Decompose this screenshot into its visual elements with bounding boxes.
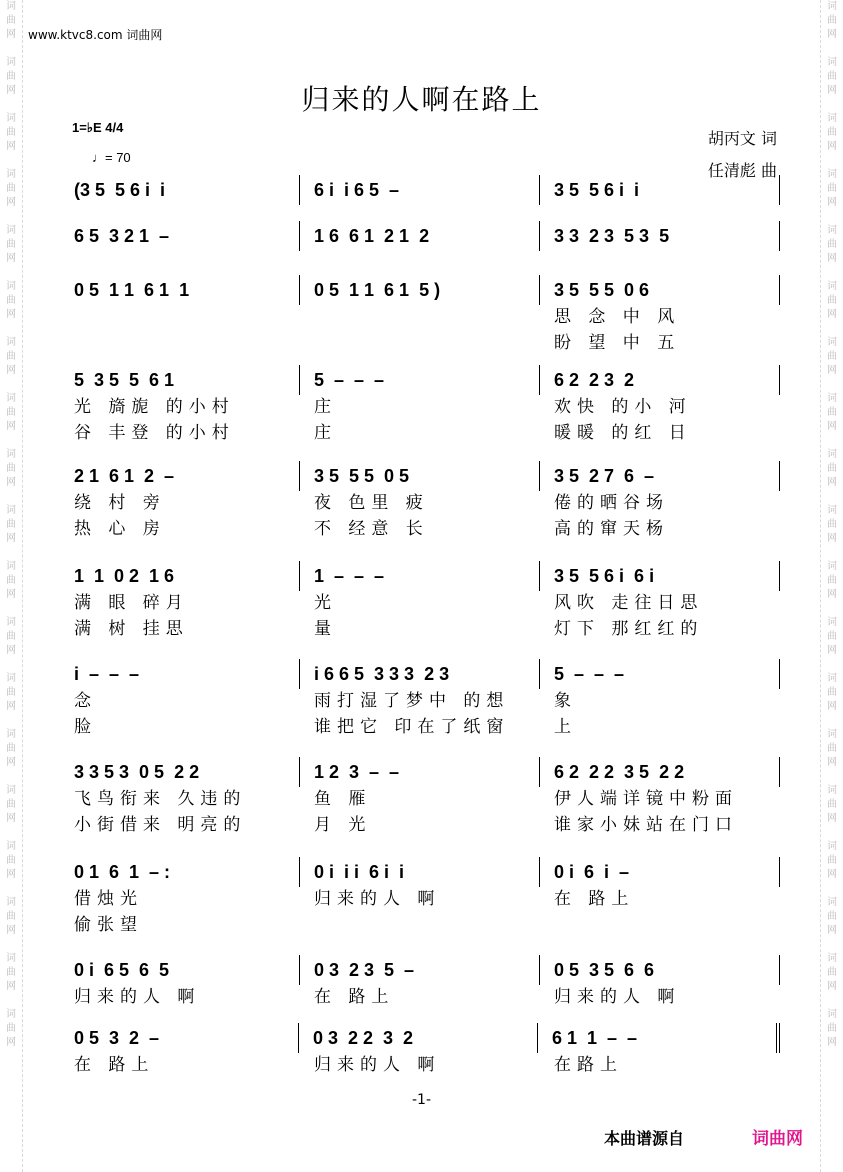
watermark-glyph-group: 词 曲 网 <box>827 449 837 488</box>
lyric-segment: 满 树 挂思 <box>74 619 189 639</box>
site-brand: 词曲网 <box>126 28 163 42</box>
lyric-segment: 在 路上 <box>554 889 635 909</box>
lyric-segment: 谷 丰登 的小村 <box>74 423 235 443</box>
footer-brand-link[interactable]: 词曲网 <box>752 1129 803 1149</box>
score-line <box>60 562 780 642</box>
measure: i 6 6 5 3 3 3 2 3 <box>299 659 539 689</box>
lyric-segment: 鱼 雁 <box>314 789 372 809</box>
song-title: 归来的人啊在路上 <box>301 83 542 116</box>
lyric-segment: 在 路上 <box>74 1055 155 1075</box>
measure: 0 i i i 6 i i <box>299 857 539 887</box>
watermark-glyph-group: 词 曲 网 <box>6 785 16 824</box>
watermark-glyph-group: 词 曲 网 <box>827 225 837 264</box>
notation-row <box>60 562 780 590</box>
right-watermark-strip <box>820 0 843 1172</box>
measure: 5 – – – <box>539 659 780 689</box>
lyric-segment: 小街借来 明亮的 <box>74 815 247 835</box>
watermark-glyph-group: 词 曲 网 <box>6 449 16 488</box>
measure: 0 5 3 5 6 6 <box>539 955 780 985</box>
lyric-segment: 谁家小妹站在门口 <box>554 815 738 835</box>
lyric-segment: 不 经意 长 <box>314 519 429 539</box>
measure: 3 5 5 5 0 6 <box>539 275 780 305</box>
notation-row <box>60 758 780 786</box>
key-signature: 1=♭E 4/4 <box>72 120 124 135</box>
lyric-segment: 光 <box>314 593 337 613</box>
measure: 3 3 5 3 0 5 2 2 <box>74 761 200 782</box>
lyric-segment: 谁把它 印在了纸窗 <box>314 717 510 737</box>
measure: 2 1 6 1 2 – <box>74 465 175 486</box>
tempo-marking: ♩= 70 <box>92 150 131 165</box>
watermark-glyph-group: 词 曲 网 <box>6 561 16 600</box>
watermark-glyph-group: 词 曲 网 <box>6 57 16 96</box>
score-line <box>60 1024 780 1078</box>
notation-row <box>60 858 780 886</box>
lyric-verse-2 <box>60 516 780 542</box>
measure: 1 6 6 1 2 1 2 <box>299 221 539 251</box>
left-watermark-strip <box>0 0 23 1172</box>
lyric-segment: 光 旖旎 的小村 <box>74 397 235 417</box>
notation-row <box>60 222 780 250</box>
lyric-verse-2 <box>60 420 780 446</box>
lyric-verse-1 <box>60 304 780 330</box>
lyric-verse-1 <box>60 490 780 516</box>
lyric-segment: 伊人端详镜中粉面 <box>554 789 738 809</box>
lyric-verse-2 <box>60 616 780 642</box>
measure: 5 – – – <box>299 365 539 395</box>
watermark-glyph-group: 词 曲 网 <box>827 113 837 152</box>
lyric-segment: 飞鸟衔来 久违的 <box>74 789 247 809</box>
notation-row <box>60 956 780 984</box>
notation-row <box>60 276 780 304</box>
watermark-glyph-group: 词 曲 网 <box>6 113 16 152</box>
lyric-segment: 夜 色里 疲 <box>314 493 429 513</box>
lyric-segment <box>540 912 780 938</box>
lyric-segment: 庄 <box>314 397 337 417</box>
watermark-glyph-group: 词 曲 网 <box>6 169 16 208</box>
lyric-verse-1 <box>60 886 780 912</box>
measure: 1 2 3 – – <box>299 757 539 787</box>
watermark-glyph-group: 词 曲 网 <box>827 1 837 40</box>
watermark-glyph-group: 词 曲 网 <box>827 841 837 880</box>
composer-credit: 任清彪 曲 <box>707 161 777 180</box>
lyric-segment: 归来的人 啊 <box>314 889 441 909</box>
lyric-verse-2 <box>60 330 780 356</box>
measure: 0 3 2 2 3 2 <box>298 1023 537 1053</box>
lyric-segment: 欢快 的小 河 <box>554 397 692 417</box>
site-url: www.ktvc8.com <box>28 28 123 42</box>
watermark-glyph-group: 词 曲 网 <box>827 393 837 432</box>
watermark-glyph-group: 词 曲 网 <box>6 337 16 376</box>
measure: 0 1 6 1 – : <box>74 861 171 882</box>
measure: 6 2 2 3 2 <box>539 365 780 395</box>
measure: 1 – – – <box>299 561 539 591</box>
watermark-glyph-group: 词 曲 网 <box>827 169 837 208</box>
lyric-segment: 上 <box>554 717 577 737</box>
measure: 6 1 1 – – <box>537 1023 780 1053</box>
lyric-verse-1 <box>60 984 780 1010</box>
lyric-verse-2 <box>60 912 780 938</box>
lyric-segment: 暖暖 的红 日 <box>554 423 692 443</box>
lyric-segment: 倦的晒谷场 <box>554 493 669 513</box>
watermark-glyph-group: 词 曲 网 <box>827 561 837 600</box>
watermark-glyph-group: 词 曲 网 <box>827 953 837 992</box>
watermark-glyph-group: 词 曲 网 <box>827 281 837 320</box>
notation-row <box>60 660 780 688</box>
measure: 0 i 6 5 6 5 <box>74 959 170 980</box>
watermark-glyph-group: 词 曲 网 <box>6 281 16 320</box>
score-line <box>60 758 780 838</box>
lyric-segment: 归来的人 啊 <box>314 1055 441 1075</box>
measure: 3 5 5 6 i i <box>539 175 780 205</box>
score-line <box>60 366 780 446</box>
score-line <box>60 956 780 1010</box>
measure: 1 1 0 2 1 6 <box>74 565 175 586</box>
score-line <box>60 276 780 356</box>
lyric-segment: 在路上 <box>554 1055 623 1075</box>
lyric-segment: 在 路上 <box>314 987 395 1007</box>
watermark-glyph-group: 词 曲 网 <box>827 673 837 712</box>
lyric-segment <box>300 304 540 330</box>
watermark-glyph-group: 词 曲 网 <box>6 841 16 880</box>
measure: 0 5 1 1 6 1 1 <box>74 279 190 300</box>
measure: (3 5 5 6 i i <box>74 179 166 200</box>
lyric-segment: 庄 <box>314 423 337 443</box>
lyric-verse-2 <box>60 714 780 740</box>
lyric-verse-1 <box>60 394 780 420</box>
lyric-segment: 脸 <box>74 717 97 737</box>
notation-row <box>60 1024 780 1052</box>
measure: 0 5 1 1 6 1 5 ) <box>299 275 539 305</box>
lyric-verse-1 <box>60 1052 780 1078</box>
measure: 0 i 6 i – <box>539 857 780 887</box>
lyric-verse-1 <box>60 786 780 812</box>
measure: 3 3 2 3 5 3 5 <box>539 221 780 251</box>
lyric-segment: 灯下 那红红的 <box>554 619 704 639</box>
watermark-glyph-group: 词 曲 网 <box>827 785 837 824</box>
site-header <box>28 26 162 43</box>
watermark-glyph-group: 词 曲 网 <box>6 1 16 40</box>
measure: 3 5 5 5 0 5 <box>299 461 539 491</box>
measure: 0 3 2 3 5 – <box>299 955 539 985</box>
lyric-segment <box>60 330 300 356</box>
score-line <box>60 176 780 204</box>
measure: 6 2 2 2 3 5 2 2 <box>539 757 780 787</box>
notation-row <box>60 462 780 490</box>
watermark-glyph-group: 词 曲 网 <box>6 505 16 544</box>
lyricist-credit: 胡丙文 词 <box>707 129 777 148</box>
lyric-segment: 偷张望 <box>74 915 143 935</box>
score-line <box>60 222 780 250</box>
watermark-glyph-group: 词 曲 网 <box>6 729 16 768</box>
score-line <box>60 462 780 542</box>
watermark-glyph-group: 词 曲 网 <box>827 617 837 656</box>
watermark-glyph-group: 词 曲 网 <box>6 617 16 656</box>
lyric-verse-2 <box>60 812 780 838</box>
watermark-glyph-group: 词 曲 网 <box>827 337 837 376</box>
lyric-segment: 归来的人 啊 <box>74 987 201 1007</box>
watermark-glyph-group: 词 曲 网 <box>6 897 16 936</box>
watermark-glyph-group: 词 曲 网 <box>6 225 16 264</box>
page-number: -1- <box>411 1092 431 1108</box>
watermark-glyph-group: 词 曲 网 <box>6 1009 16 1048</box>
lyric-segment: 量 <box>314 619 337 639</box>
footer-source-label: 本曲谱源自 <box>604 1129 685 1148</box>
lyric-segment: 高的窜天杨 <box>554 519 669 539</box>
measure: 6 5 3 2 1 – <box>74 225 170 246</box>
lyric-segment: 象 <box>554 691 577 711</box>
watermark-glyph-group: 词 曲 网 <box>6 953 16 992</box>
lyric-segment: 归来的人 啊 <box>554 987 681 1007</box>
lyric-segment: 思 念 中 风 <box>554 307 681 327</box>
watermark-glyph-group: 词 曲 网 <box>827 897 837 936</box>
lyric-verse-1 <box>60 590 780 616</box>
measure: 3 5 2 7 6 – <box>539 461 780 491</box>
watermark-glyph-group: 词 曲 网 <box>827 1009 837 1048</box>
lyric-verse-1 <box>60 688 780 714</box>
lyric-segment: 月 光 <box>314 815 372 835</box>
lyric-segment <box>300 912 540 938</box>
notation-row <box>60 366 780 394</box>
score-line <box>60 858 780 938</box>
lyric-segment: 念 <box>74 691 97 711</box>
watermark-glyph-group: 词 曲 网 <box>6 673 16 712</box>
lyric-segment: 绕 村 旁 <box>74 493 166 513</box>
watermark-glyph-group: 词 曲 网 <box>827 57 837 96</box>
measure: 6 i i 6 5 – <box>299 175 539 205</box>
measure: 5 3 5 5 6 1 <box>74 369 175 390</box>
measure: 3 5 5 6 i 6 i <box>539 561 780 591</box>
lyric-segment: 满 眼 碎月 <box>74 593 189 613</box>
measure: i – – – <box>74 663 140 684</box>
lyric-segment: 借烛光 <box>74 889 143 909</box>
watermark-glyph-group: 词 曲 网 <box>827 729 837 768</box>
watermark-glyph-group: 词 曲 网 <box>827 505 837 544</box>
lyric-segment: 风吹 走往日思 <box>554 593 704 613</box>
notation-row <box>60 176 780 204</box>
lyric-segment <box>60 304 300 330</box>
lyric-segment: 盼 望 中 五 <box>554 333 681 353</box>
score-line <box>60 660 780 740</box>
watermark-glyph-group: 词 曲 网 <box>6 393 16 432</box>
lyric-segment: 热 心 房 <box>74 519 166 539</box>
lyric-segment: 雨打湿了梦中 的想 <box>314 691 510 711</box>
lyric-segment <box>300 330 540 356</box>
measure: 0 5 3 2 – <box>74 1027 160 1048</box>
